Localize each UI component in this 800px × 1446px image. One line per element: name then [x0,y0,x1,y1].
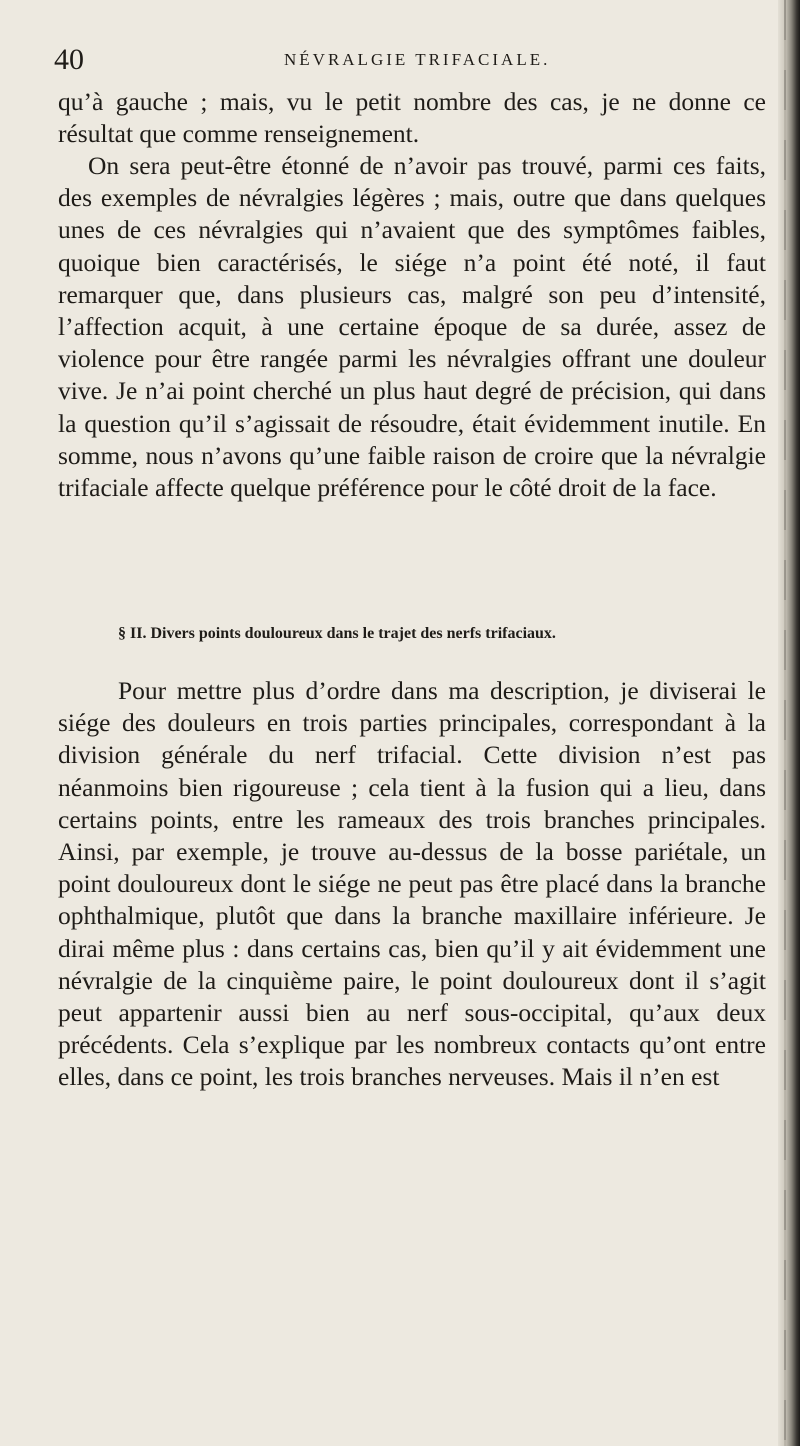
page-edge-shadow [778,0,800,1446]
section-number: § II. [118,625,147,642]
page-header [54,40,774,80]
running-title: NÉVRALGIE TRIFACIALE. [284,50,551,69]
page-number: 40 [54,43,84,76]
section-title: Divers points douloureux dans le trajet des nerfs trifaciaux. [150,625,556,642]
paragraph-section-body: Pour mettre plus d’ordre dans ma description, je diviserai le siége des douleurs en trois parties principales, correspondant à la division générale du nerf trifacial. Cette division n’est pas néanmoins bien rigoureuse ; cela tient à la fusion qui a lieu, dans certains points, entre les rameaux des trois branches principales. Ainsi, par exemple, je trouve au-dessus de la bosse pariétale, un point douloureux dont le siége ne peut pas être placé dans la branche ophthalmique, plutôt que dans la branche maxillaire inférieure. Je dirai même plus : dans certains cas, bien qu’il y ait évidemment une névralgie de la cinquième paire, le point douloureux dont il s’agit peut appartenir aussi bien au nerf sous-occipital, qu’aux deux précédents. Cela s’explique par les nombreux contacts qu’ont entre elles, dans ce point, les trois branches nerveuses. Mais il n’en est [58,676,766,1092]
section-heading [118,622,768,646]
paragraph-siege-discussion: On sera peut-être étonné de n’avoir pas trouvé, parmi ces faits, des exemples de névralgies légères ; mais, outre que dans quelques unes de ces névralgies qui n’avaient que des symptômes faibles, quoique bien caractérisés, le siége n’a point été noté, il faut remarquer que, dans plusieurs cas, malgré son peu d’intensité, l’affection acquit, à une certaine époque de sa durée, assez de violence pour être rangée parmi les névralgies offrant une douleur vive. Je n’ai point cherché un plus haut degré de précision, qui dans la question qu’il s’agissait de résoudre, était évidemment inutile. En somme, nous n’avons qu’une faible raison de croire que la névralgie trifaciale affecte quelque préférence pour le côté droit de la face. [58,151,766,503]
paragraph-continuation: qu’à gauche ; mais, vu le petit nombre des cas, je ne donne ce résultat que comme renseignement. [58,87,766,149]
